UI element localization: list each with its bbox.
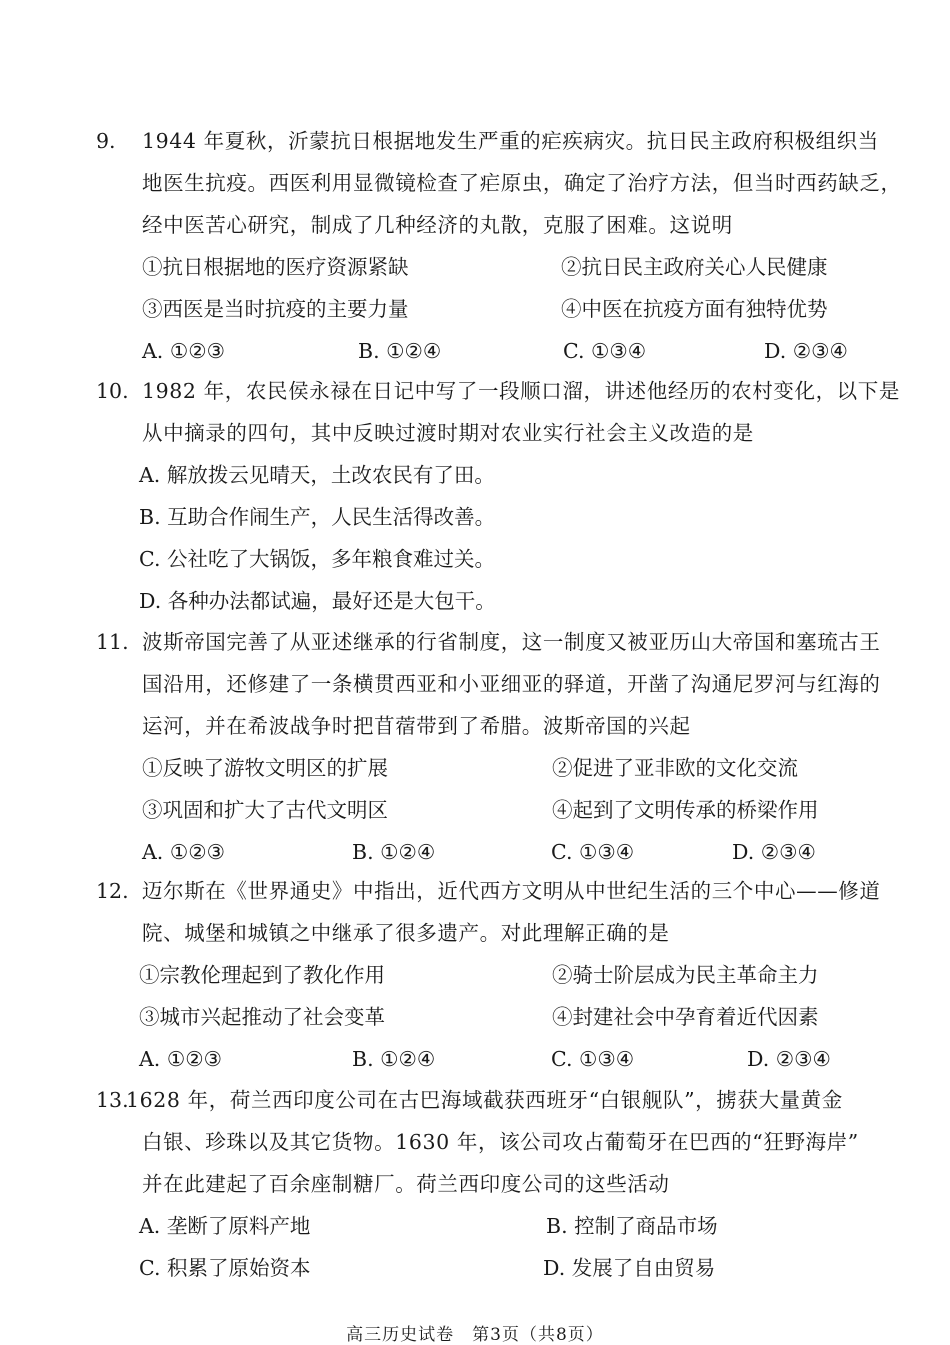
- option-a: A. 垄断了原料产地: [139, 1214, 311, 1238]
- statement-1: ①抗日根据地的医疗资源紧缺: [142, 255, 409, 279]
- question-stem-line: 13. 1628 年，荷兰西印度公司在古巴海域截获西班牙“白银舰队”，掳获大量黄金: [96, 1088, 843, 1112]
- question-stem-line: 白银、珍珠以及其它货物。1630 年，该公司攻占葡萄牙在巴西的“狂野海岸”: [142, 1130, 859, 1154]
- question-stem-line: 运河，并在希波战争时把苜蓿带到了希腊。波斯帝国的兴起: [142, 714, 691, 738]
- option-b: B. 互助合作闹生产，人民生活得改善。: [139, 505, 496, 529]
- choice-c: C. ①③④: [551, 1047, 635, 1071]
- question-stem-line: 并在此建起了百余座制糖厂。荷兰西印度公司的这些活动: [142, 1172, 670, 1196]
- statement-2: ②骑士阶层成为民主革命主力: [552, 963, 819, 987]
- choice-c: C. ①③④: [551, 840, 635, 864]
- choice-a: A. ①②③: [142, 840, 225, 864]
- choice-b: B. ①②④: [358, 339, 442, 363]
- question-stem-line: 院、城堡和城镇之中继承了很多遗产。对此理解正确的是: [142, 921, 670, 945]
- statement-row: [96, 1007, 866, 1031]
- choice-a: A. ①②③: [142, 339, 225, 363]
- page-footer: 高三历史试卷 第3页（共8页）: [346, 1325, 604, 1345]
- question-stem-line: 从中摘录的四句，其中反映过渡时期对农业实行社会主义改造的是: [142, 421, 754, 445]
- statement-3: ③西医是当时抗疫的主要力量: [142, 297, 409, 321]
- choice-row: [96, 842, 866, 866]
- choice-a: A. ①②③: [139, 1047, 222, 1071]
- question-number: 12.: [96, 879, 129, 903]
- option-a: A. 解放拨云见晴天，土改农民有了田。: [139, 463, 495, 487]
- question-10: [96, 379, 900, 615]
- question-stem-line: 12. 迈尔斯在《世界通史》中指出，近代西方文明从中世纪生活的三个中心——修道: [96, 879, 881, 903]
- question-13: [96, 1090, 866, 1282]
- statement-row: [96, 299, 866, 323]
- statement-4: ④起到了文明传承的桥梁作用: [552, 798, 819, 822]
- question-12: [96, 879, 881, 1073]
- choice-d: D. ②③④: [732, 840, 816, 864]
- choice-row: [96, 341, 866, 365]
- option-d: D. 发展了自由贸易: [543, 1256, 716, 1280]
- question-number: 11.: [96, 630, 129, 654]
- choice-d: D. ②③④: [747, 1047, 831, 1071]
- choice-b: B. ①②④: [352, 1047, 436, 1071]
- question-stem-line: 地医生抗疫。西医利用显微镜检查了疟原虫，确定了治疗方法，但当时西药缺乏，: [142, 171, 902, 195]
- question-number: 13.: [96, 1088, 129, 1112]
- statement-1: ①宗教伦理起到了教化作用: [139, 963, 385, 987]
- question-number: 9.: [96, 129, 116, 153]
- statement-2: ②抗日民主政府关心人民健康: [561, 255, 828, 279]
- question-stem-line: 经中医苦心研究，制成了几种经济的丸散，克服了困难。这说明: [142, 213, 733, 237]
- question-number: 10.: [96, 379, 129, 403]
- statement-row: [96, 257, 866, 281]
- choice-d: D. ②③④: [764, 339, 848, 363]
- option-row: [96, 1258, 866, 1282]
- choice-c: C. ①③④: [563, 339, 647, 363]
- option-b: B. 控制了商品市场: [546, 1214, 718, 1238]
- question-stem-line: 11. 波斯帝国完善了从亚述继承的行省制度，这一制度又被亚历山大帝国和塞琉古王: [96, 630, 881, 654]
- statement-3: ③巩固和扩大了古代文明区: [142, 798, 388, 822]
- option-d: D. 各种办法都试遍，最好还是大包干。: [139, 589, 496, 613]
- statement-2: ②促进了亚非欧的文化交流: [552, 756, 798, 780]
- statement-4: ④封建社会中孕育着近代因素: [552, 1005, 819, 1029]
- option-c: C. 公社吃了大锅饭，多年粮食难过关。: [139, 547, 495, 571]
- question-9: [96, 129, 902, 365]
- choice-b: B. ①②④: [352, 840, 436, 864]
- question-11: [96, 630, 881, 866]
- statement-1: ①反映了游牧文明区的扩展: [142, 756, 388, 780]
- question-stem-line: 国沿用，还修建了一条横贯西亚和小亚细亚的驿道，开凿了沟通尼罗河与红海的: [142, 672, 881, 696]
- option-row: [96, 1216, 866, 1240]
- statement-row: [96, 965, 866, 989]
- statement-3: ③城市兴起推动了社会变革: [139, 1005, 385, 1029]
- choice-row: [96, 1049, 866, 1073]
- statement-row: [96, 800, 866, 824]
- statement-row: [96, 758, 866, 782]
- statement-4: ④中医在抗疫方面有独特优势: [561, 297, 828, 321]
- question-stem-line: 9. 1944 年夏秋，沂蒙抗日根据地发生严重的疟疾病灾。抗日民主政府积极组织当: [96, 129, 879, 153]
- option-c: C. 积累了原始资本: [139, 1256, 311, 1280]
- question-stem-line: 10. 1982 年，农民侯永禄在日记中写了一段顺口溜，讲述他经历的农村变化，以下是: [96, 379, 900, 403]
